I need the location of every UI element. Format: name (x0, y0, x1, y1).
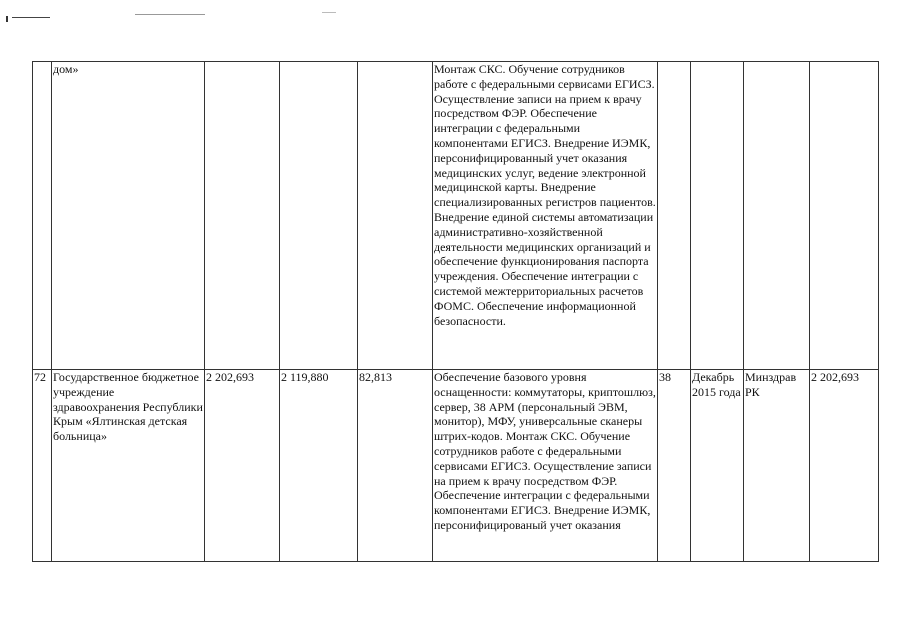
row-number-cell: 72 (33, 370, 52, 562)
scan-artifact (6, 16, 8, 22)
executor-cell (744, 62, 810, 370)
table-row (33, 62, 879, 370)
row-number-cell (33, 62, 52, 370)
amount-cell (810, 62, 879, 370)
deadline-cell: Декабрь 2015 года (691, 370, 744, 562)
scan-artifact (322, 12, 336, 13)
regional-funds-cell: 82,813 (358, 370, 433, 562)
total-cost-cell: 2 202,693 (205, 370, 280, 562)
total-cost-cell (205, 62, 280, 370)
amount-cell: 2 202,693 (810, 370, 879, 562)
workstation-count-cell: 38 (658, 370, 691, 562)
federal-funds-cell (280, 62, 358, 370)
scan-artifact (12, 17, 50, 18)
works-description-cell: Обеспечение базового уровня оснащенности: коммутаторы, криптошлюз, сервер, 38 АРМ (персональный ЭВМ, монитор), МФУ, универсальные сканеры штрих-кодов. Монтаж СКС. Обучение сотрудников работе с федеральными сервисами ЕГИСЗ. Осуществление записи на прием к врачу посредством ФЭР. Обеспечение интеграции с федеральными компонентами ЕГИСЗ. Внедрение ИЭМК, персонифицированый учет оказания (433, 370, 658, 562)
budget-table (32, 61, 879, 562)
federal-funds-cell: 2 119,880 (280, 370, 358, 562)
scan-artifact (135, 14, 205, 15)
organization-cell: дом» (52, 62, 205, 370)
table-row (33, 370, 879, 562)
workstation-count-cell (658, 62, 691, 370)
deadline-cell (691, 62, 744, 370)
regional-funds-cell (358, 62, 433, 370)
executor-cell: Минздрав РК (744, 370, 810, 562)
works-description-cell: Монтаж СКС. Обучение сотрудников работе с федеральными сервисами ЕГИСЗ. Осуществление записи на прием к врачу посредством ФЭР. Обеспечение интеграции с федеральными компонентами ЕГИСЗ. Внедрение ИЭМК, персонифицированный учет оказания медицинских услуг, ведение электронной медицинской карты. Внедрение специализированных регистров пациентов. Внедрение единой системы автоматизации административно-хозяйственной деятельности медицинских организаций и обеспечение функционирования паспорта учреждения. Обеспечение интеграции с системой межтерриториальных расчетов ФОМС. Обеспечение информационной безопасности. (433, 62, 658, 370)
organization-cell: Государственное бюджетное учреждение здравоохранения Республики Крым «Ялтинская детская больница» (52, 370, 205, 562)
